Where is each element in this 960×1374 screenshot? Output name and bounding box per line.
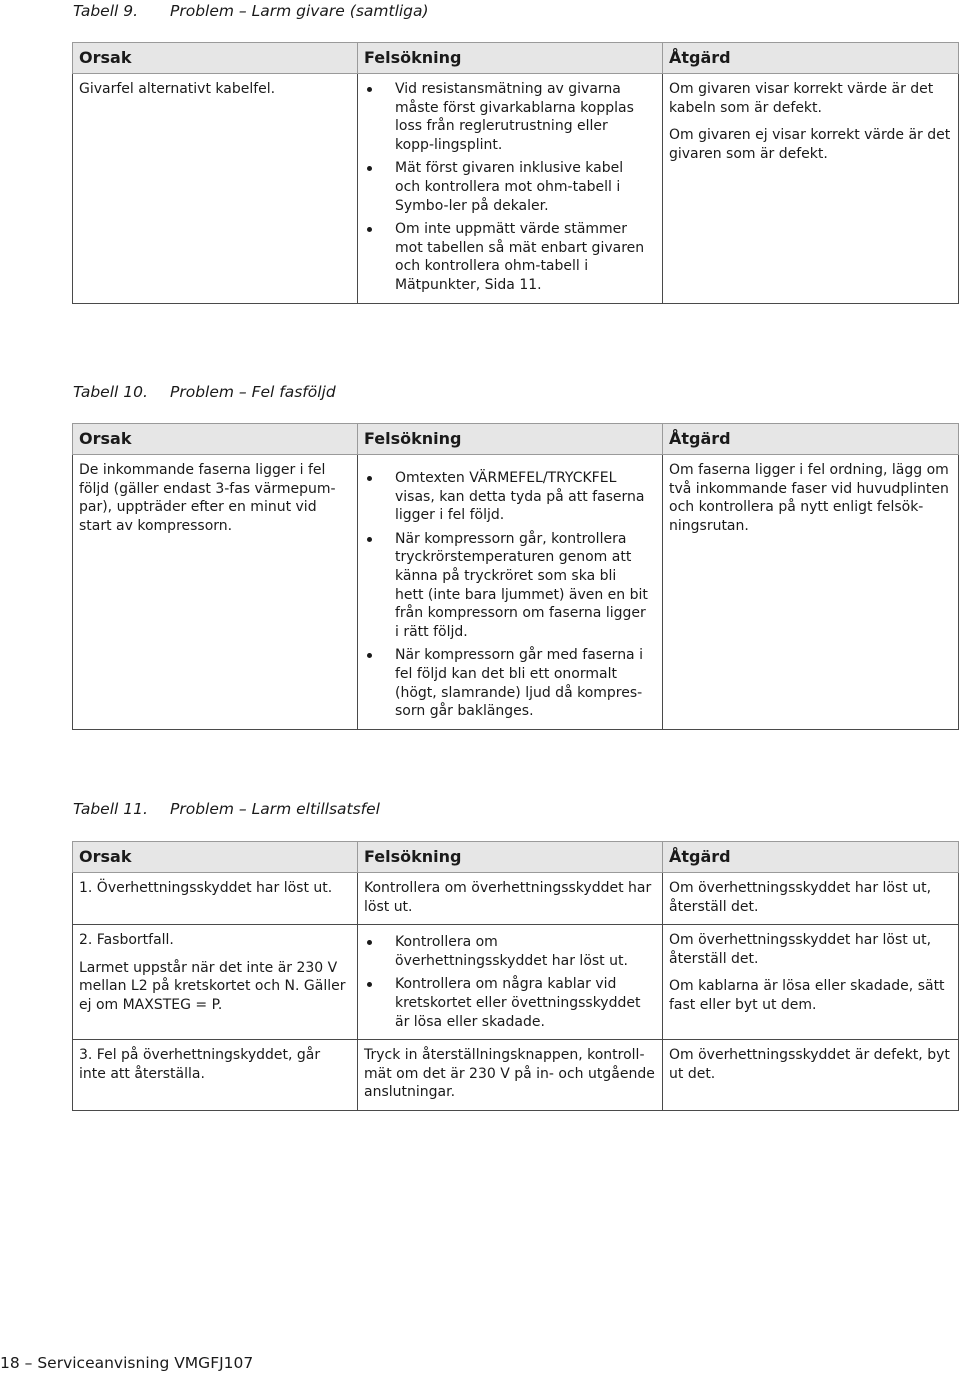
header-felsokning: Felsökning: [358, 43, 663, 74]
troubleshooting-cell: [358, 925, 663, 1040]
action-text: Om kablarna är lösa eller skadade, sätt fast eller byt ut dem.: [669, 978, 945, 1013]
action-text: Om faserna ligger i fel ordning, lägg om två inkommande faser vid huvudplinten och kontrollera på nytt enligt felsök-ningsrutan.: [669, 462, 949, 534]
bullet-icon: [367, 537, 372, 542]
table9: [72, 42, 959, 304]
action-text: Om givaren visar korrekt värde är det kabeln som är defekt.: [669, 81, 934, 116]
bullet-icon: [367, 166, 372, 171]
step-text: Kontrollera om överhettningsskyddet har löst ut.: [395, 934, 628, 969]
table-row: [73, 925, 959, 1040]
table10-number: Tabell 10.: [73, 383, 148, 401]
table9-header-row: [73, 43, 959, 74]
header-atgard: Åtgärd: [663, 842, 959, 873]
action-cell: [663, 455, 959, 730]
list-item: [364, 220, 656, 294]
troubleshooting-cell: [358, 873, 663, 925]
list-item: [364, 975, 656, 1031]
action-text: Om överhettningsskyddet har löst ut, återställ det.: [669, 880, 932, 915]
action-cell: [663, 1040, 959, 1111]
table9-number: Tabell 9.: [73, 2, 139, 20]
troubleshooting-cell: [358, 74, 663, 304]
list-item: [364, 933, 656, 970]
step-text: Omtexten VÄRMEFEL/TRYCKFEL visas, kan detta tyda på att faserna ligger i fel följd.: [395, 470, 645, 524]
header-orsak: Orsak: [73, 842, 358, 873]
step-text: Om inte uppmätt värde stämmer mot tabellen så mät enbart givaren och kontrollera ohm-tabell i Mätpunkter, Sida 11.: [395, 221, 645, 293]
table9-caption: [73, 2, 429, 20]
table11: [72, 841, 959, 1111]
troubleshooting-cell: [358, 455, 663, 730]
table-row: [73, 74, 959, 304]
table11-caption: [73, 800, 380, 818]
step-text: När kompressorn går med faserna i fel följd kan det bli ett onormalt (högt, slamrande) ljud då kompres-sorn går baklänges.: [395, 647, 643, 720]
header-orsak: Orsak: [73, 43, 358, 74]
cause-cell: [73, 873, 358, 925]
table10-title: Problem – Fel fasföljd: [170, 383, 336, 401]
table11-number: Tabell 11.: [73, 800, 148, 818]
list-item: [364, 469, 656, 525]
cause-title: 2. Fasbortfall.: [79, 932, 174, 949]
bullet-icon: [367, 653, 372, 658]
header-atgard: Åtgärd: [663, 43, 959, 74]
table11-header-row: [73, 842, 959, 873]
table-row: [73, 1040, 959, 1111]
cause-text: Givarfel alternativt kabelfel.: [79, 81, 276, 97]
action-cell: [663, 74, 959, 304]
action-text: Om överhettningsskyddet har löst ut, återställ det.: [669, 932, 932, 967]
table-row: [73, 873, 959, 925]
header-felsokning: Felsökning: [358, 842, 663, 873]
bullet-icon: [367, 227, 372, 232]
cause-text: 1. Överhettningsskyddet har löst ut.: [79, 880, 333, 896]
cause-text: 3. Fel på överhettningskyddet, går inte att återställa.: [79, 1047, 321, 1082]
table11-title: Problem – Larm eltillsatsfel: [170, 800, 380, 818]
table10: [72, 423, 959, 730]
step-text: Vid resistansmätning av givarna måste först givarkablarna kopplas loss från reglerutrustning eller kopp-lingsplint.: [395, 81, 634, 153]
cause-cell: [73, 925, 358, 1040]
step-text: Kontrollera om överhettningsskyddet har löst ut.: [364, 880, 652, 915]
table10-header-row: [73, 424, 959, 455]
cause-text: Larmet uppstår när det inte är 230 V mellan L2 på kretskortet och N. Gäller ej om MAXSTEG = P.: [79, 959, 346, 1013]
step-text: När kompressorn går, kontrollera tryckrörstemperaturen genom att känna på tryckröret som ska bli hett (inte bara ljummet) även en bit från kompressorn om faserna ligger i rätt följd.: [395, 530, 648, 640]
header-orsak: Orsak: [73, 424, 358, 455]
list-item: [364, 646, 656, 720]
cause-cell: [73, 1040, 358, 1111]
table-row: [73, 455, 959, 730]
bullet-icon: [367, 87, 372, 92]
header-felsokning: Felsökning: [358, 424, 663, 455]
action-text: Om givaren ej visar korrekt värde är det givaren som är defekt.: [669, 127, 951, 162]
cause-text: De inkommande faserna ligger i fel följd (gäller endast 3-fas värmepum-par), uppträder efter en minut vid start av kompressorn.: [79, 462, 336, 534]
bullet-icon: [367, 940, 372, 945]
bullet-icon: [367, 476, 372, 481]
table10-caption: [73, 383, 336, 401]
list-item: [364, 159, 656, 215]
list-item: [364, 80, 656, 154]
action-text: Om överhettningsskyddet är defekt, byt ut det.: [669, 1047, 950, 1082]
table9-title: Problem – Larm givare (samtliga): [170, 2, 429, 20]
cause-cell: [73, 74, 358, 304]
list-item: [364, 530, 656, 642]
step-text: Mät först givaren inklusive kabel och kontrollera mot ohm-tabell i Symbo-ler på dekaler.: [395, 160, 624, 214]
step-text: Tryck in återställningsknappen, kontroll-mät om det är 230 V på in- och utgående anslutningar.: [364, 1047, 655, 1101]
action-cell: [663, 873, 959, 925]
header-atgard: Åtgärd: [663, 424, 959, 455]
page-footer: 18 – Serviceanvisning VMGFJ107: [0, 1354, 254, 1372]
step-text: Kontrollera om några kablar vid kretskortet eller övettningsskyddet är lösa eller skadade.: [395, 976, 641, 1030]
troubleshooting-cell: [358, 1040, 663, 1111]
cause-cell: [73, 455, 358, 730]
action-cell: [663, 925, 959, 1040]
bullet-icon: [367, 982, 372, 987]
